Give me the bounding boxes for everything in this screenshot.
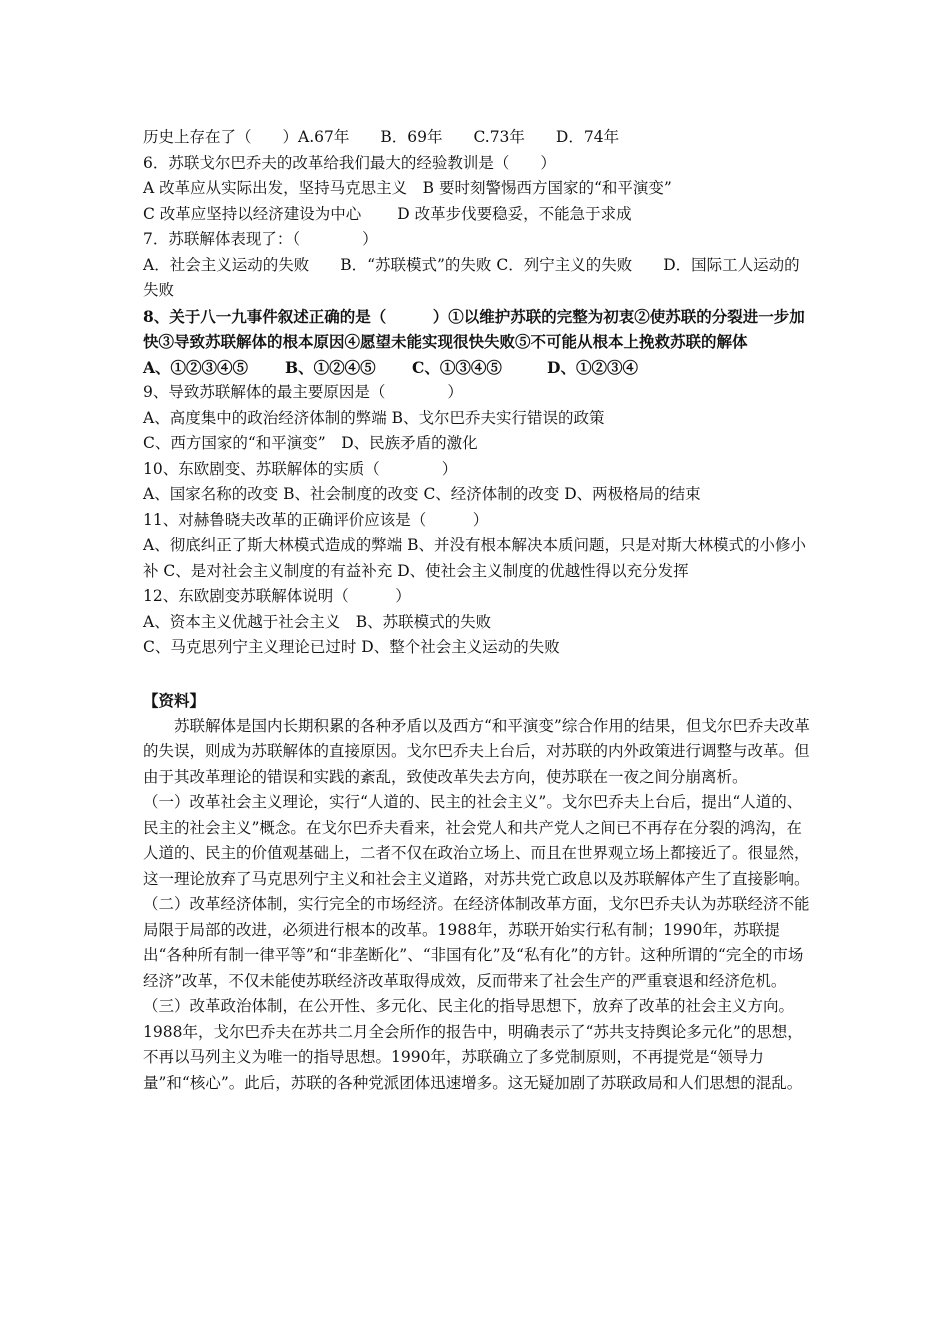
question-10-options: A、国家名称的改变 B、社会制度的改变 C、经济体制的改变 D、两极格局的结束: [143, 485, 701, 503]
question-12-options-ab: A、资本主义优越于社会主义 B、苏联模式的失败: [143, 612, 492, 631]
question-6-options-cd: C 改革应坚持以经济建设为中心 D 改革步伐要稳妥，不能急于求成: [143, 204, 632, 223]
question-8-stem: 8、关于八一九事件叙述正确的是（ ）①以维护苏联的完整为初衷②使苏联的分裂进一步加快③导致苏联解体的根本原因④愿望未能实现很快失败⑤不可能从根本上挽救苏联的解体: [143, 306, 805, 351]
question-9-options-ab: A、高度集中的政治经济体制的弊端 B、戈尔巴乔夫实行错误的政策: [143, 408, 605, 427]
document-body: [143, 125, 815, 1096]
question-7-stem: 7．苏联解体表现了：（ ）: [143, 230, 378, 248]
question-7-options: A．社会主义运动的失败 B．“苏联模式”的失败 C．列宁主义的失败 D．国际工人运动的失败: [143, 255, 800, 299]
section-spacer: [143, 661, 815, 687]
material-section-1: （一）改革社会主义理论，实行“人道的、民主的社会主义”。戈尔巴乔夫上台后，提出“人道的、民主的社会主义”概念。在戈尔巴乔夫看来，社会党人和共产党人之间已不再存在分裂的鸿沟，在人道的、民主的价值观基础上，二者不仅在政治立场上、而且在世界观立场上都接近了。很显然，这一理论放弃了马克思列宁主义和社会主义道路，对苏共党亡政息以及苏联解体产生了直接影响。: [143, 793, 810, 888]
material-section-2: （二）改革经济体制，实行完全的市场经济。在经济体制改革方面，戈尔巴乔夫认为苏联经济不能局限于局部的改进，必须进行根本的改革。1988年，苏联开始实行私有制；1990年，苏联提出“各种所有制一律平等”和“非垄断化”、“非国有化”及“私有化”的方针。这种所谓的“完全的市场经济”改革，不仅未能使苏联经济改革取得成效，反而带来了社会生产的严重衰退和经济危机。: [143, 895, 810, 990]
material-section-3: （三）改革政治体制，在公开性、多元化、民主化的指导思想下，放弃了改革的社会主义方向。1988年，戈尔巴乔夫在苏共二月全会所作的报告中，明确表示了“苏共支持舆论多元化”的思想，不再以马列主义为唯一的指导思想。1990年，苏联确立了多党制原则，不再提党是“领导力量”和“核心”。此后，苏联的各种党派团体迅速增多。这无疑加剧了苏联政局和人们思想的混乱。: [143, 997, 803, 1092]
question-11-stem: 11、对赫鲁晓夫改革的正确评价应该是（ ）: [143, 510, 489, 529]
question-9-options-cd: C、西方国家的“和平演变” D、民族矛盾的激化: [143, 434, 478, 452]
question-8-options: [143, 355, 815, 381]
question-8-option-a: A、①②③④⑤: [143, 357, 249, 377]
question-8-option-b: B、①②④⑤: [285, 357, 376, 377]
question-12-options-cd: C、马克思列宁主义理论已过时 D、整个社会主义运动的失败: [143, 638, 560, 656]
material-heading: 【资料】: [143, 690, 206, 710]
question-8-option-d: D、①②③④: [547, 357, 638, 377]
question-11-options: A、彻底纠正了斯大林模式造成的弊端 B、并没有根本解决本质问题，只是对斯大林模式的小修小补 C、是对社会主义制度的有益补充 D、使社会主义制度的优越性得以充分发挥: [143, 536, 807, 580]
question-6-options-ab: A 改革应从实际出发，坚持马克思主义 B 要时刻警惕西方国家的“和平演变”: [143, 179, 672, 197]
question-9-stem: 9、导致苏联解体的最主要原因是（ ）: [143, 383, 463, 401]
question-5-options: 历史上存在了（ ）A.67年 B．69年 C.73年 D．74年: [143, 128, 620, 146]
material-intro-paragraph: 苏联解体是国内长期积累的各种矛盾以及西方“和平演变”综合作用的结果，但戈尔巴乔夫改革的失误，则成为苏联解体的直接原因。戈尔巴乔夫上台后，对苏联的内外政策进行调整与改革。但由于其改革理论的错误和实践的紊乱，致使改革失去方向，使苏联在一夜之间分崩离析。: [143, 716, 810, 786]
question-8-option-c: C、①③④⑤: [412, 357, 502, 377]
question-10-stem: 10、东欧剧变、苏联解体的实质（ ）: [143, 459, 458, 478]
question-6-stem: 6．苏联戈尔巴乔夫的改革给我们最大的经验教训是（ ）: [143, 153, 556, 172]
question-12-stem: 12、东欧剧变苏联解体说明（ ）: [143, 587, 411, 605]
